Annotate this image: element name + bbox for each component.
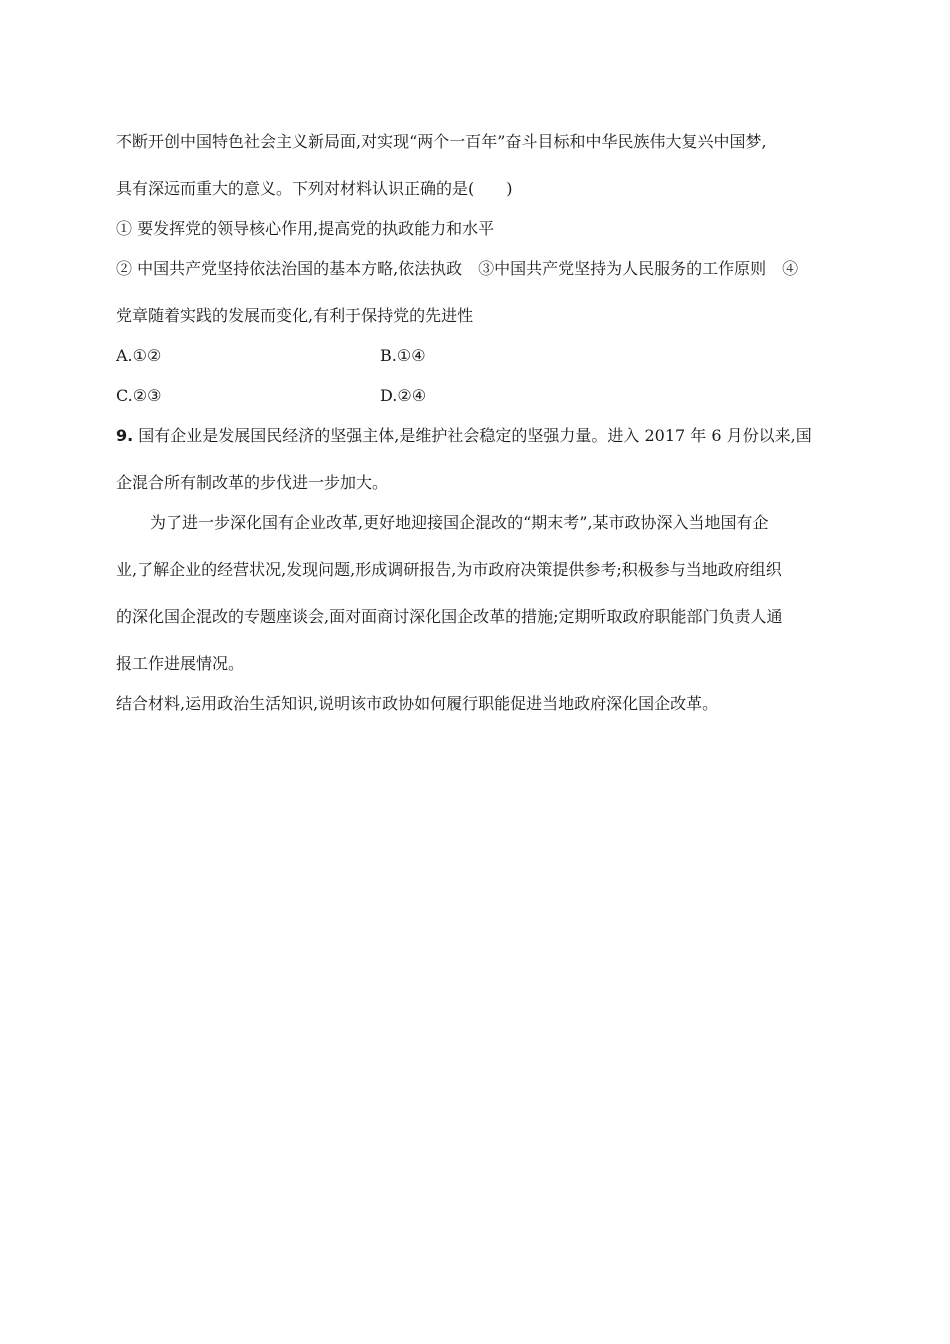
q9-intro: 国有企业是发展国民经济的坚强主体,是维护社会稳定的坚强力量。进入 2017 年 6 月份以来,国 [133,426,812,445]
q9-question: 结合材料,运用政治生活知识,说明该市政协如何履行职能促进当地政府深化国企改革。 [116,694,719,713]
q9-text-line-1 [116,424,836,448]
q8-options-row-1 [116,344,836,368]
q8-options-row-2 [116,384,836,408]
q9-material-line-3: 的深化国企混改的专题座谈会,面对面商讨深化国企改革的措施;定期听取政府职能部门负责人通 [116,607,783,626]
q8-statement-4-cont: 党章随着实践的发展而变化,有利于保持党的先进性 [116,306,474,325]
option-a: A.①② [116,346,162,365]
q8-text-line-2: 具有深远而重大的意义。下列对材料认识正确的是( ) [116,179,513,198]
question-number: 9. [116,426,134,445]
q8-statement-2-3-4: ② 中国共产党坚持依法治国的基本方略,依法执政 ③中国共产党坚持为人民服务的工作原则 ④ [116,259,799,278]
q9-text-line-2: 企混合所有制改革的步伐进一步加大。 [116,473,389,492]
q9-material-line-4: 报工作进展情况。 [116,654,245,673]
option-c: C.②③ [116,386,162,405]
option-b: B.①④ [380,346,426,365]
q8-statement-1: ① 要发挥党的领导核心作用,提高党的执政能力和水平 [116,219,495,238]
q9-material-line-2: 业,了解企业的经营状况,发现问题,形成调研报告,为市政府决策提供参考;积极参与当地政府组织 [116,560,782,579]
q9-material-line-1: 为了进一步深化国有企业改革,更好地迎接国企混改的“期末考”,某市政协深入当地国有企 [150,513,769,532]
q8-text-line-1: 不断开创中国特色社会主义新局面,对实现“两个一百年”奋斗目标和中华民族伟大复兴中国梦, [116,132,767,151]
option-d: D.②④ [380,386,427,405]
